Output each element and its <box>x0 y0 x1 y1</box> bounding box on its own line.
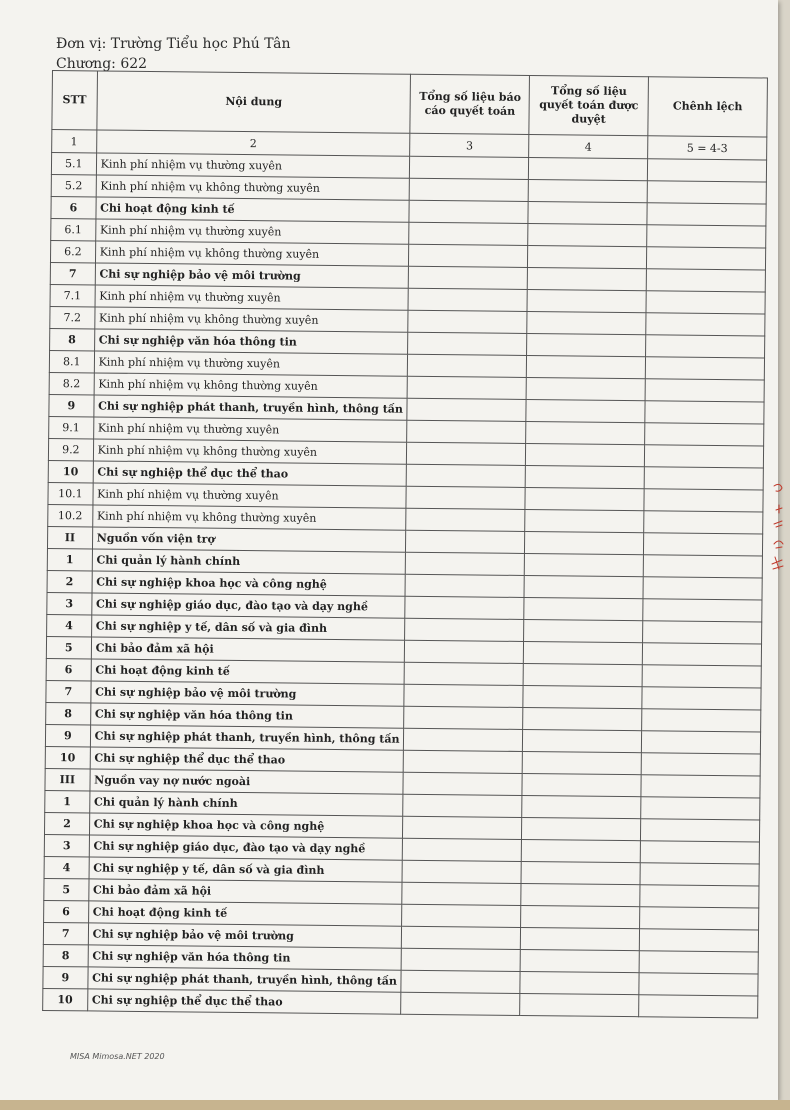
row-difference-value <box>640 819 759 842</box>
col-header-stt: STT <box>52 71 97 130</box>
row-stt: 6 <box>44 900 89 922</box>
row-stt: 2 <box>44 812 89 834</box>
row-difference-value <box>646 247 765 270</box>
row-content: Chi sự nghiệp văn hóa thông tin <box>88 945 402 970</box>
row-approved-value <box>520 949 639 972</box>
row-stt: 9 <box>45 724 90 746</box>
row-difference-value <box>642 665 761 688</box>
row-stt: 5.1 <box>51 153 96 175</box>
row-difference-value <box>640 841 759 864</box>
row-content: Kinh phí nhiệm vụ thường xuyên <box>93 417 407 442</box>
row-difference-value <box>643 533 762 556</box>
row-approved-value <box>522 773 641 796</box>
row-reported-value <box>403 816 522 839</box>
row-stt: 10 <box>48 460 93 482</box>
row-reported-value <box>405 662 524 685</box>
row-content: Chi sự nghiệp thể dục thể thao <box>90 747 404 772</box>
row-difference-value <box>643 621 762 644</box>
row-difference-value <box>641 731 760 754</box>
row-approved-value <box>525 531 644 554</box>
row-content: Kinh phí nhiệm vụ thường xuyên <box>93 483 407 508</box>
row-stt: II <box>47 526 92 548</box>
row-difference-value <box>647 181 766 204</box>
row-approved-value <box>524 575 643 598</box>
row-reported-value <box>410 178 529 201</box>
row-content: Chi hoạt động kinh tế <box>91 659 405 684</box>
row-stt: 1 <box>47 548 92 570</box>
row-stt: 7 <box>46 680 91 702</box>
row-stt: 4 <box>47 614 92 636</box>
row-difference-value <box>639 929 758 952</box>
row-approved-value <box>526 443 645 466</box>
col-header-content: Nội dung <box>97 71 411 133</box>
row-stt: 4 <box>44 856 89 878</box>
row-approved-value <box>523 663 642 686</box>
row-stt: 10 <box>43 988 88 1010</box>
row-approved-value <box>527 289 646 312</box>
settlement-table <box>42 70 768 1018</box>
row-difference-value <box>645 401 764 424</box>
row-content: Chi sự nghiệp khoa học và công nghệ <box>92 571 406 596</box>
row-reported-value <box>405 574 524 597</box>
row-approved-value <box>522 751 641 774</box>
row-approved-value <box>526 377 645 400</box>
row-difference-value <box>641 775 760 798</box>
row-stt: 3 <box>47 592 92 614</box>
row-difference-value <box>647 203 766 226</box>
row-reported-value <box>403 794 522 817</box>
row-reported-value <box>408 376 527 399</box>
row-content: Chi sự nghiệp thể dục thể thao <box>93 461 407 486</box>
row-approved-value <box>521 883 640 906</box>
row-reported-value <box>401 992 520 1015</box>
row-difference-value <box>643 555 762 578</box>
row-content: Chi sự nghiệp y tế, dân số và gia đình <box>91 615 405 640</box>
row-approved-value <box>523 685 642 708</box>
row-stt: 10.2 <box>48 504 93 526</box>
row-approved-value <box>522 795 641 818</box>
row-approved-value <box>529 157 648 180</box>
row-stt: 8 <box>50 328 95 350</box>
row-reported-value <box>410 156 529 179</box>
row-difference-value <box>642 687 761 710</box>
row-difference-value <box>639 973 758 996</box>
row-content: Chi sự nghiệp giáo dục, đào tạo và dạy nghề <box>91 593 405 618</box>
col-index-4: 4 <box>529 134 648 158</box>
row-content: Kinh phí nhiệm vụ không thường xuyên <box>96 175 410 200</box>
row-stt: 7.2 <box>50 306 95 328</box>
row-reported-value <box>409 266 528 289</box>
row-content: Chi quản lý hành chính <box>89 791 403 816</box>
row-approved-value <box>528 245 647 268</box>
row-approved-value <box>528 179 647 202</box>
row-approved-value <box>526 399 645 422</box>
row-stt: 9.2 <box>48 438 93 460</box>
row-content: Chi sự nghiệp giáo dục, đào tạo và dạy nghề <box>89 835 403 860</box>
row-reported-value <box>402 882 521 905</box>
row-reported-value <box>404 706 523 729</box>
row-difference-value <box>640 907 759 930</box>
row-stt: 6 <box>51 196 96 218</box>
row-stt: 8.1 <box>49 350 94 372</box>
row-approved-value <box>521 927 640 950</box>
row-approved-value <box>528 223 647 246</box>
row-difference-value <box>646 269 765 292</box>
row-approved-value <box>527 311 646 334</box>
row-content: Chi sự nghiệp bảo vệ môi trường <box>95 263 409 288</box>
row-reported-value <box>406 530 525 553</box>
row-content: Chi quản lý hành chính <box>92 549 406 574</box>
row-reported-value <box>409 244 528 267</box>
row-approved-value <box>524 619 643 642</box>
row-content: Chi sự nghiệp bảo vệ môi trường <box>88 923 402 948</box>
row-reported-value <box>405 596 524 619</box>
row-difference-value <box>641 797 760 820</box>
row-content: Chi hoạt động kinh tế <box>96 197 410 222</box>
row-stt: 8 <box>43 944 88 966</box>
row-approved-value <box>520 971 639 994</box>
row-stt: III <box>45 768 90 790</box>
row-approved-value <box>525 465 644 488</box>
row-approved-value <box>521 905 640 928</box>
row-difference-value <box>647 225 766 248</box>
row-reported-value <box>407 442 526 465</box>
col-header-approved: Tổng số liệu quyết toán được duyệt <box>529 76 648 136</box>
row-difference-value <box>642 709 761 732</box>
row-reported-value <box>408 354 527 377</box>
row-approved-value <box>523 707 642 730</box>
row-approved-value <box>524 641 643 664</box>
row-reported-value <box>403 838 522 861</box>
row-content: Chi bảo đảm xã hội <box>88 879 402 904</box>
row-difference-value <box>647 159 766 182</box>
row-difference-value <box>640 885 759 908</box>
row-difference-value <box>642 643 761 666</box>
row-content: Chi sự nghiệp phát thanh, truyền hình, thông tấn <box>90 725 404 750</box>
row-approved-value <box>524 597 643 620</box>
row-approved-value <box>521 861 640 884</box>
row-reported-value <box>409 200 528 223</box>
row-reported-value <box>401 970 520 993</box>
row-difference-value <box>643 599 762 622</box>
row-reported-value <box>409 222 528 245</box>
row-approved-value <box>524 553 643 576</box>
row-difference-value <box>644 445 763 468</box>
row-reported-value <box>404 684 523 707</box>
row-reported-value <box>408 288 527 311</box>
row-approved-value <box>526 421 645 444</box>
row-approved-value <box>525 487 644 510</box>
row-approved-value <box>527 267 646 290</box>
row-difference-value <box>646 313 765 336</box>
row-difference-value <box>644 511 763 534</box>
row-stt: 2 <box>47 570 92 592</box>
row-stt: 7 <box>50 262 95 284</box>
row-reported-value <box>405 618 524 641</box>
row-difference-value <box>646 335 765 358</box>
software-footer: MISA Mimosa.NET 2020 <box>70 1052 165 1061</box>
row-stt: 9 <box>49 394 94 416</box>
table-header-row <box>52 71 768 137</box>
row-reported-value <box>404 728 523 751</box>
row-content: Nguồn vay nợ nước ngoài <box>90 769 404 794</box>
unit-name: Đơn vị: Trường Tiểu học Phú Tân <box>56 36 291 52</box>
row-content: Chi sự nghiệp phát thanh, truyền hình, thông tấn <box>88 967 402 992</box>
row-content: Chi hoạt động kinh tế <box>88 901 402 926</box>
row-content: Chi sự nghiệp thể dục thể thao <box>87 989 401 1014</box>
row-approved-value <box>528 201 647 224</box>
row-content: Kinh phí nhiệm vụ không thường xuyên <box>94 373 408 398</box>
col-index-5: 5 = 4-3 <box>648 136 767 160</box>
row-difference-value <box>645 379 764 402</box>
row-reported-value <box>408 332 527 355</box>
row-content: Kinh phí nhiệm vụ thường xuyên <box>96 153 410 178</box>
row-content: Kinh phí nhiệm vụ thường xuyên <box>95 285 409 310</box>
row-approved-value <box>525 509 644 532</box>
col-header-difference: Chênh lệch <box>648 77 768 137</box>
row-approved-value <box>523 729 642 752</box>
row-stt: 9 <box>43 966 88 988</box>
chapter-code: Chương: 622 <box>56 56 148 72</box>
row-stt: 5.2 <box>51 174 96 196</box>
row-content: Chi bảo đảm xã hội <box>91 637 405 662</box>
row-difference-value <box>641 753 760 776</box>
row-reported-value <box>406 552 525 575</box>
row-difference-value <box>646 291 765 314</box>
row-stt: 1 <box>45 790 90 812</box>
row-difference-value <box>645 357 764 380</box>
row-reported-value <box>405 640 524 663</box>
row-content: Kinh phí nhiệm vụ không thường xuyên <box>94 307 408 332</box>
row-reported-value <box>407 398 526 421</box>
row-stt: 7.1 <box>50 284 95 306</box>
row-content: Chi sự nghiệp phát thanh, truyền hình, thông tấn <box>94 395 408 420</box>
row-stt: 6 <box>46 658 91 680</box>
row-reported-value <box>402 860 521 883</box>
row-difference-value <box>644 489 763 512</box>
row-stt: 10.1 <box>48 482 93 504</box>
row-reported-value <box>406 508 525 531</box>
row-stt: 9.1 <box>49 416 94 438</box>
row-stt: 6.1 <box>51 218 96 240</box>
col-index-1: 1 <box>52 130 97 153</box>
row-reported-value <box>404 750 523 773</box>
col-index-2: 2 <box>96 130 410 156</box>
row-reported-value <box>408 310 527 333</box>
row-content: Chi sự nghiệp khoa học và công nghệ <box>89 813 403 838</box>
row-stt: 8 <box>46 702 91 724</box>
row-content: Kinh phí nhiệm vụ thường xuyên <box>95 219 409 244</box>
desk-edge <box>0 1100 790 1110</box>
row-stt: 7 <box>43 922 88 944</box>
row-reported-value <box>402 948 521 971</box>
row-stt: 5 <box>46 636 91 658</box>
row-reported-value <box>406 486 525 509</box>
row-reported-value <box>407 420 526 443</box>
row-content: Kinh phí nhiệm vụ thường xuyên <box>94 351 408 376</box>
row-reported-value <box>402 926 521 949</box>
row-approved-value <box>520 993 639 1016</box>
row-difference-value <box>643 577 762 600</box>
row-approved-value <box>522 817 641 840</box>
row-difference-value <box>645 423 764 446</box>
row-content: Chi sự nghiệp văn hóa thông tin <box>90 703 404 728</box>
row-stt: 6.2 <box>50 240 95 262</box>
row-approved-value <box>521 839 640 862</box>
row-content: Kinh phí nhiệm vụ không thường xuyên <box>93 439 407 464</box>
row-content: Nguồn vốn viện trợ <box>92 527 406 552</box>
row-approved-value <box>527 355 646 378</box>
row-stt: 8.2 <box>49 372 94 394</box>
row-difference-value <box>639 951 758 974</box>
row-content: Chi sự nghiệp văn hóa thông tin <box>94 329 408 354</box>
pen-mark-icon <box>762 478 786 588</box>
col-header-reported: Tổng số liệu báo cáo quyết toán <box>410 74 529 134</box>
row-stt: 3 <box>44 834 89 856</box>
row-content: Chi sự nghiệp y tế, dân số và gia đình <box>89 857 403 882</box>
row-content: Chi sự nghiệp bảo vệ môi trường <box>91 681 405 706</box>
row-reported-value <box>403 772 522 795</box>
row-reported-value <box>402 904 521 927</box>
col-index-3: 3 <box>410 133 529 157</box>
row-content: Kinh phí nhiệm vụ không thường xuyên <box>95 241 409 266</box>
row-approved-value <box>527 333 646 356</box>
row-content: Kinh phí nhiệm vụ không thường xuyên <box>92 505 406 530</box>
row-difference-value <box>640 863 759 886</box>
row-reported-value <box>407 464 526 487</box>
row-stt: 5 <box>44 878 89 900</box>
row-difference-value <box>639 995 758 1018</box>
row-difference-value <box>644 467 763 490</box>
row-stt: 10 <box>45 746 90 768</box>
